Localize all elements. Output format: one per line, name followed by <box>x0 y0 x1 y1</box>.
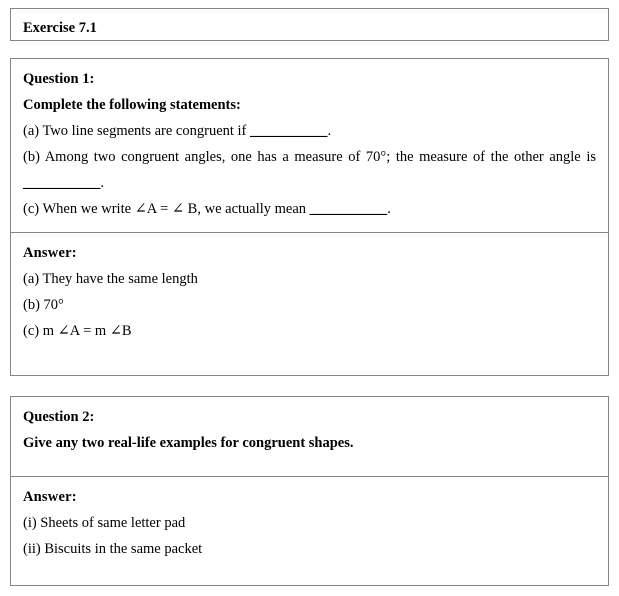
statement-a-blank: __________ <box>250 123 328 139</box>
question-1-answer-label: Answer: <box>23 245 77 261</box>
statement-c-blank: __________ <box>309 201 388 217</box>
exercise-title: Exercise 7.1 <box>23 20 97 36</box>
question-2-statement-section <box>11 397 608 476</box>
exercise-title-inner <box>11 9 608 47</box>
exercise-title-box <box>10 8 609 41</box>
question-1-statement-b <box>23 144 596 196</box>
statement-b-text: (b) Among two congruent angles, one has a measure of 70°; the measure of the other angle is <box>23 149 596 165</box>
question-2-label: Question 2: <box>23 409 95 425</box>
statement-c-text: (c) When we write ∠A = ∠ B, we actually mean <box>23 201 310 217</box>
statement-b-blank: __________ <box>23 175 101 191</box>
question-1-statement-a <box>23 118 596 144</box>
question-1-answer-line-b: (b) 70° <box>23 297 64 313</box>
question-2-answer-line-i: (i) Sheets of same letter pad <box>23 515 186 531</box>
statement-a-suffix: . <box>327 123 332 139</box>
statement-c-suffix: . <box>387 201 391 217</box>
question-1-answer-line-c: (c) m ∠A = m ∠B <box>23 323 132 339</box>
question-1-statement-section <box>11 59 608 232</box>
statement-a-text: (a) Two line segments are congruent if <box>23 123 251 139</box>
question-1-answer-line-a: (a) They have the same length <box>23 271 198 287</box>
question-2-answer-section <box>11 476 608 585</box>
question-1-label: Question 1: <box>23 71 95 87</box>
question-1-statement-c <box>23 196 596 222</box>
statement-b-suffix: . <box>100 175 105 191</box>
question-2-box <box>10 396 609 586</box>
question-2-prompt: Give any two real-life examples for congruent shapes. <box>23 435 354 451</box>
question-1-prompt: Complete the following statements: <box>23 97 241 113</box>
question-1-answer-section <box>11 232 608 382</box>
question-2-answer-line-ii: (ii) Biscuits in the same packet <box>23 541 203 557</box>
question-2-answer-label: Answer: <box>23 489 77 505</box>
question-1-box <box>10 58 609 376</box>
